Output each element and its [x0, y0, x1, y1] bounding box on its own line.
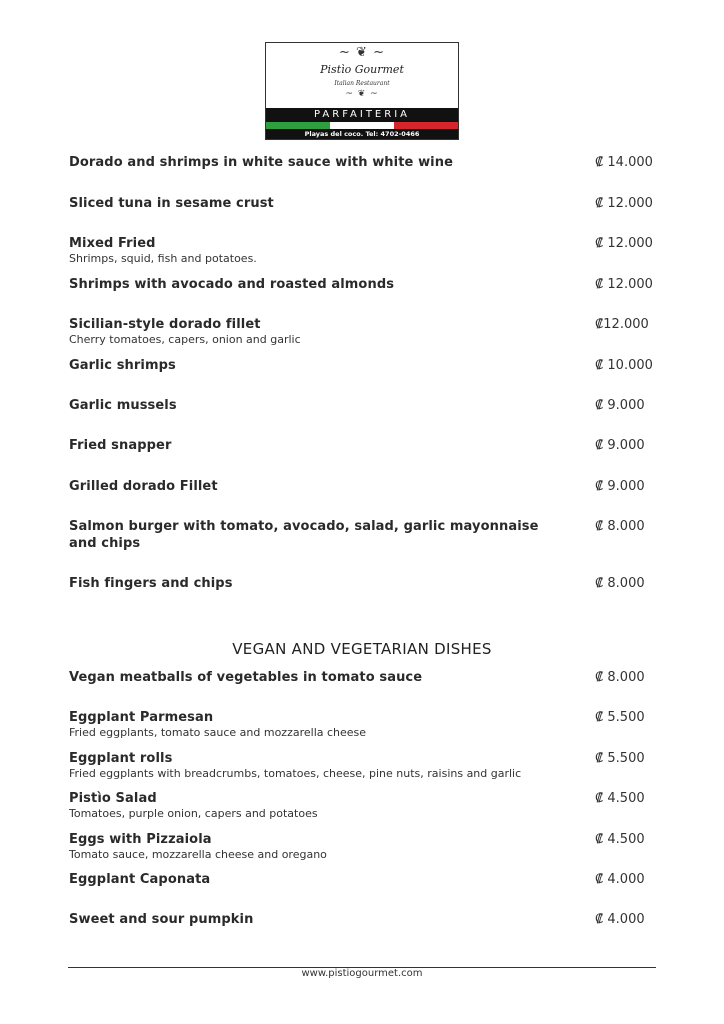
menu-item: [69, 911, 659, 928]
flag-red: [394, 122, 458, 129]
menu-item-price: ₡ 4.500: [595, 832, 645, 847]
menu-item-price: ₡ 12.000: [595, 196, 653, 211]
flag-stripe: [266, 122, 458, 129]
menu-item-name: Sliced tuna in sesame crust: [69, 196, 274, 211]
menu-item-description: Cherry tomatoes, capers, onion and garlic: [69, 333, 301, 346]
menu-item-description: Tomato sauce, mozzarella cheese and oregano: [69, 848, 327, 861]
flag-green: [266, 122, 330, 129]
menu-item-name: Grilled dorado Fillet: [69, 479, 218, 494]
menu-item: [69, 154, 659, 171]
menu-item: [69, 357, 659, 374]
menu-item: [69, 831, 659, 862]
ornament-top: ~ ❦ ~: [339, 45, 385, 60]
menu-item-name: Sweet and sour pumpkin: [69, 912, 254, 927]
menu-item: [69, 478, 659, 495]
menu-item: [69, 750, 659, 781]
menu-item-price: ₡ 8.000: [595, 670, 645, 685]
menu-item-price: ₡ 14.000: [595, 155, 653, 170]
menu-item-name: Eggs with Pizzaiola: [69, 832, 212, 847]
menu-item-name: Garlic mussels: [69, 398, 177, 413]
restaurant-logo: [265, 42, 459, 140]
menu-item-name: Shrimps with avocado and roasted almonds: [69, 277, 395, 292]
menu-item-name: Garlic shrimps: [69, 358, 176, 373]
logo-contact: Playas del coco. Tel: 4702-0466: [266, 129, 458, 140]
menu-item-name: Fish fingers and chips: [69, 576, 233, 591]
menu-item-name: Vegan meatballs of vegetables in tomato sauce: [69, 670, 423, 685]
menu-item-price: ₡ 5.500: [595, 751, 645, 766]
menu-item-price: ₡ 12.000: [595, 236, 653, 251]
menu-item-price: ₡ 9.000: [595, 398, 645, 413]
menu-item-price: ₡12.000: [595, 317, 649, 332]
menu-item-name: Salmon burger with tomato, avocado, salad, garlic mayonnaise and chips: [69, 519, 539, 551]
menu-item: [69, 669, 659, 686]
menu-item: [69, 437, 659, 454]
logo-subtitle: Italian Restaurant: [334, 80, 390, 87]
menu-item-price: ₡ 9.000: [595, 438, 645, 453]
section-title: VEGAN AND VEGETARIAN DISHES: [232, 640, 492, 658]
menu-item: [69, 790, 659, 821]
menu-item-name: Eggplant rolls: [69, 751, 173, 766]
menu-item-description: Shrimps, squid, fish and potatoes.: [69, 252, 257, 265]
menu-item: [69, 575, 659, 592]
menu-item-price: ₡ 12.000: [595, 277, 653, 292]
menu-item-name: Mixed Fried: [69, 236, 156, 251]
menu-item-price: ₡ 4.500: [595, 791, 645, 806]
menu-item: [69, 195, 659, 212]
menu-item: [69, 316, 659, 347]
menu-item-name: Sicilian-style dorado fillet: [69, 317, 261, 332]
logo-banner: PARFAITERIA: [266, 108, 458, 122]
logo-name: Pistìo Gourmet: [320, 63, 404, 76]
menu-item-price: ₡ 9.000: [595, 479, 645, 494]
menu-item-price: ₡ 10.000: [595, 358, 653, 373]
footer-website: www.pistiogourmet.com: [301, 968, 423, 979]
menu-item-price: ₡ 8.000: [595, 576, 645, 591]
menu-item-description: Fried eggplants with breadcrumbs, tomatoes, cheese, pine nuts, raisins and garlic: [69, 767, 522, 780]
menu-item-price: ₡ 5.500: [595, 710, 645, 725]
menu-item: [69, 397, 659, 414]
menu-item: [69, 235, 659, 266]
menu-item-price: ₡ 8.000: [595, 519, 645, 534]
menu-item-price: ₡ 4.000: [595, 912, 645, 927]
menu-item: [69, 276, 659, 293]
menu-item-name: Fried snapper: [69, 438, 172, 453]
menu-item-name: Eggplant Parmesan: [69, 710, 214, 725]
menu-item: [69, 709, 659, 740]
menu-item-price: ₡ 4.000: [595, 872, 645, 887]
menu-item-description: Fried eggplants, tomato sauce and mozzarella cheese: [69, 726, 367, 739]
menu-item: [69, 518, 659, 552]
ornament-bottom: ~ ❦ ~: [345, 89, 379, 99]
menu-item-name: Pistìo Salad: [69, 791, 157, 806]
menu-item: [69, 871, 659, 888]
menu-item-name: Eggplant Caponata: [69, 872, 211, 887]
menu-item-description: Tomatoes, purple onion, capers and potatoes: [69, 807, 318, 820]
menu-item-name: Dorado and shrimps in white sauce with white wine: [69, 155, 454, 170]
flag-white: [330, 122, 394, 129]
